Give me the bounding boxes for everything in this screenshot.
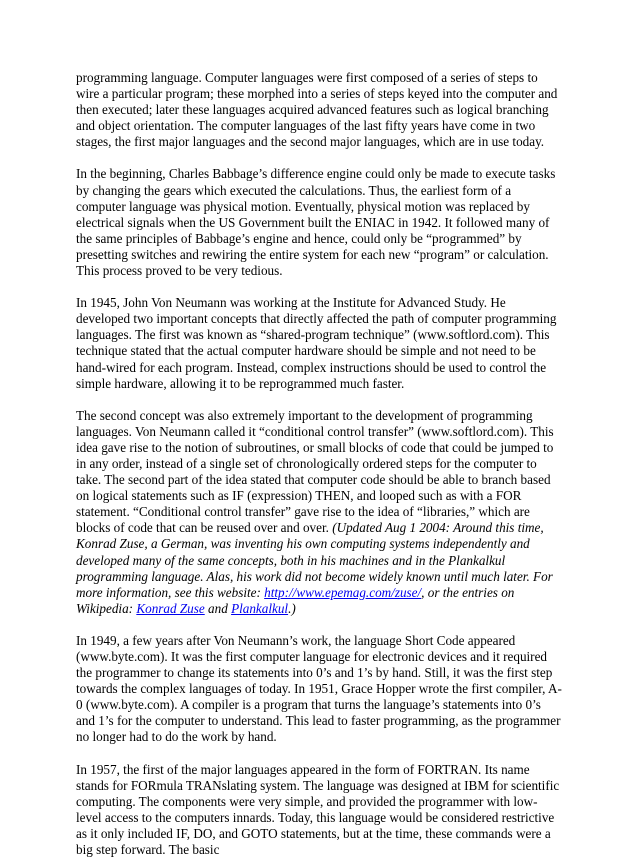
paragraph-4 xyxy=(76,408,562,617)
paragraph-4-text: The second concept was also extremely important to the development of programming languages. Von Neumann called it “conditional control transfer” (www.softlord.com). This idea gave rise to the notion of subroutines, or small blocks of code that could be jumped to in any order, instead of a single set of chronologically ordered steps for the computer to take. The second part of the idea stated that computer code should be able to branch based on logical statements such as IF (expression) THEN, and looped such as with a FOR statement. “Conditional control transfer” gave rise to the idea of “libraries,” which are blocks of code that can be reused over and over. xyxy=(76,407,554,536)
update-note-close: .) xyxy=(288,600,296,616)
update-note-text: (Updated Aug 1 2004: Around this time, Konrad Zuse, a German, was inventing his own computing systems independently and developed many of the same concepts, both in his machines and in the Plankalkul programming language. Alas, his work did not become widely known until much later. For more information, see this website: xyxy=(76,520,553,600)
update-note-text-2: , or the entries on Wikipedia: xyxy=(76,584,515,616)
paragraph-3: In 1945, John Von Neumann was working at the Institute for Advanced Study. He developed two important concepts that directly affected the path of computer programming languages. The first was known as “shared-program technique” (www.softlord.com). This technique stated that the actual computer hardware should be simple and not need to be hand-wired for each program. Instead, complex instructions should be used to control the simple hardware, allowing it to be reprogrammed much faster. xyxy=(76,295,557,391)
epemag-zuse-link[interactable]: http://www.epemag.com/zuse/ xyxy=(264,584,422,600)
paragraph-6: In 1957, the first of the major languages appeared in the form of FORTRAN. Its name stands for FORmula TRANslating system. The language was designed at IBM for scientific computing. The components were very simple, and provided the programmer with low-level access to the computers innards. Today, this language would be considered restrictive as it only included IF, DO, and GOTO statements, but at the time, these commands were a big step forward. The basic xyxy=(76,761,560,858)
konrad-zuse-link[interactable]: Konrad Zuse xyxy=(136,600,205,616)
paragraph-5: In 1949, a few years after Von Neumann’s work, the language Short Code appeared (www.byte.com). It was the first computer language for electronic devices and it required the programmer to change its statements into 0’s and 1’s by hand. Still, it was the first step towards the complex languages of today. In 1951, Grace Hopper wrote the first compiler, A-0 (www.byte.com). A compiler is a program that turns the language’s statements into 0’s and 1’s for the computer to understand. This lead to faster programming, as the programmer no longer had to do the work by hand. xyxy=(76,632,562,745)
paragraph-1: programming language. Computer languages were first composed of a series of steps to wire a particular program; these morphed into a series of steps keyed into the computer and then executed; later these languages acquired advanced features such as logical branching and object orientation. The computer languages of the last fifty years have come in two stages, the first major languages and the second major languages, which are in use today. xyxy=(76,70,558,150)
document-page xyxy=(76,70,562,858)
paragraph-2: In the beginning, Charles Babbage’s difference engine could only be made to execute tasks by changing the gears which executed the calculations. Thus, the earliest form of a computer language was physical motion. Eventually, physical motion was replaced by electrical signals when the US Government built the ENIAC in 1942. It followed many of the same principles of Babbage’s engine and hence, could only be “programmed” by presetting switches and rewiring the entire system for each new “program” or calculation. This process proved to be very tedious. xyxy=(76,166,556,279)
update-note-text-3: and xyxy=(204,600,232,616)
plankalkul-link[interactable]: Plankalkul xyxy=(231,600,289,616)
